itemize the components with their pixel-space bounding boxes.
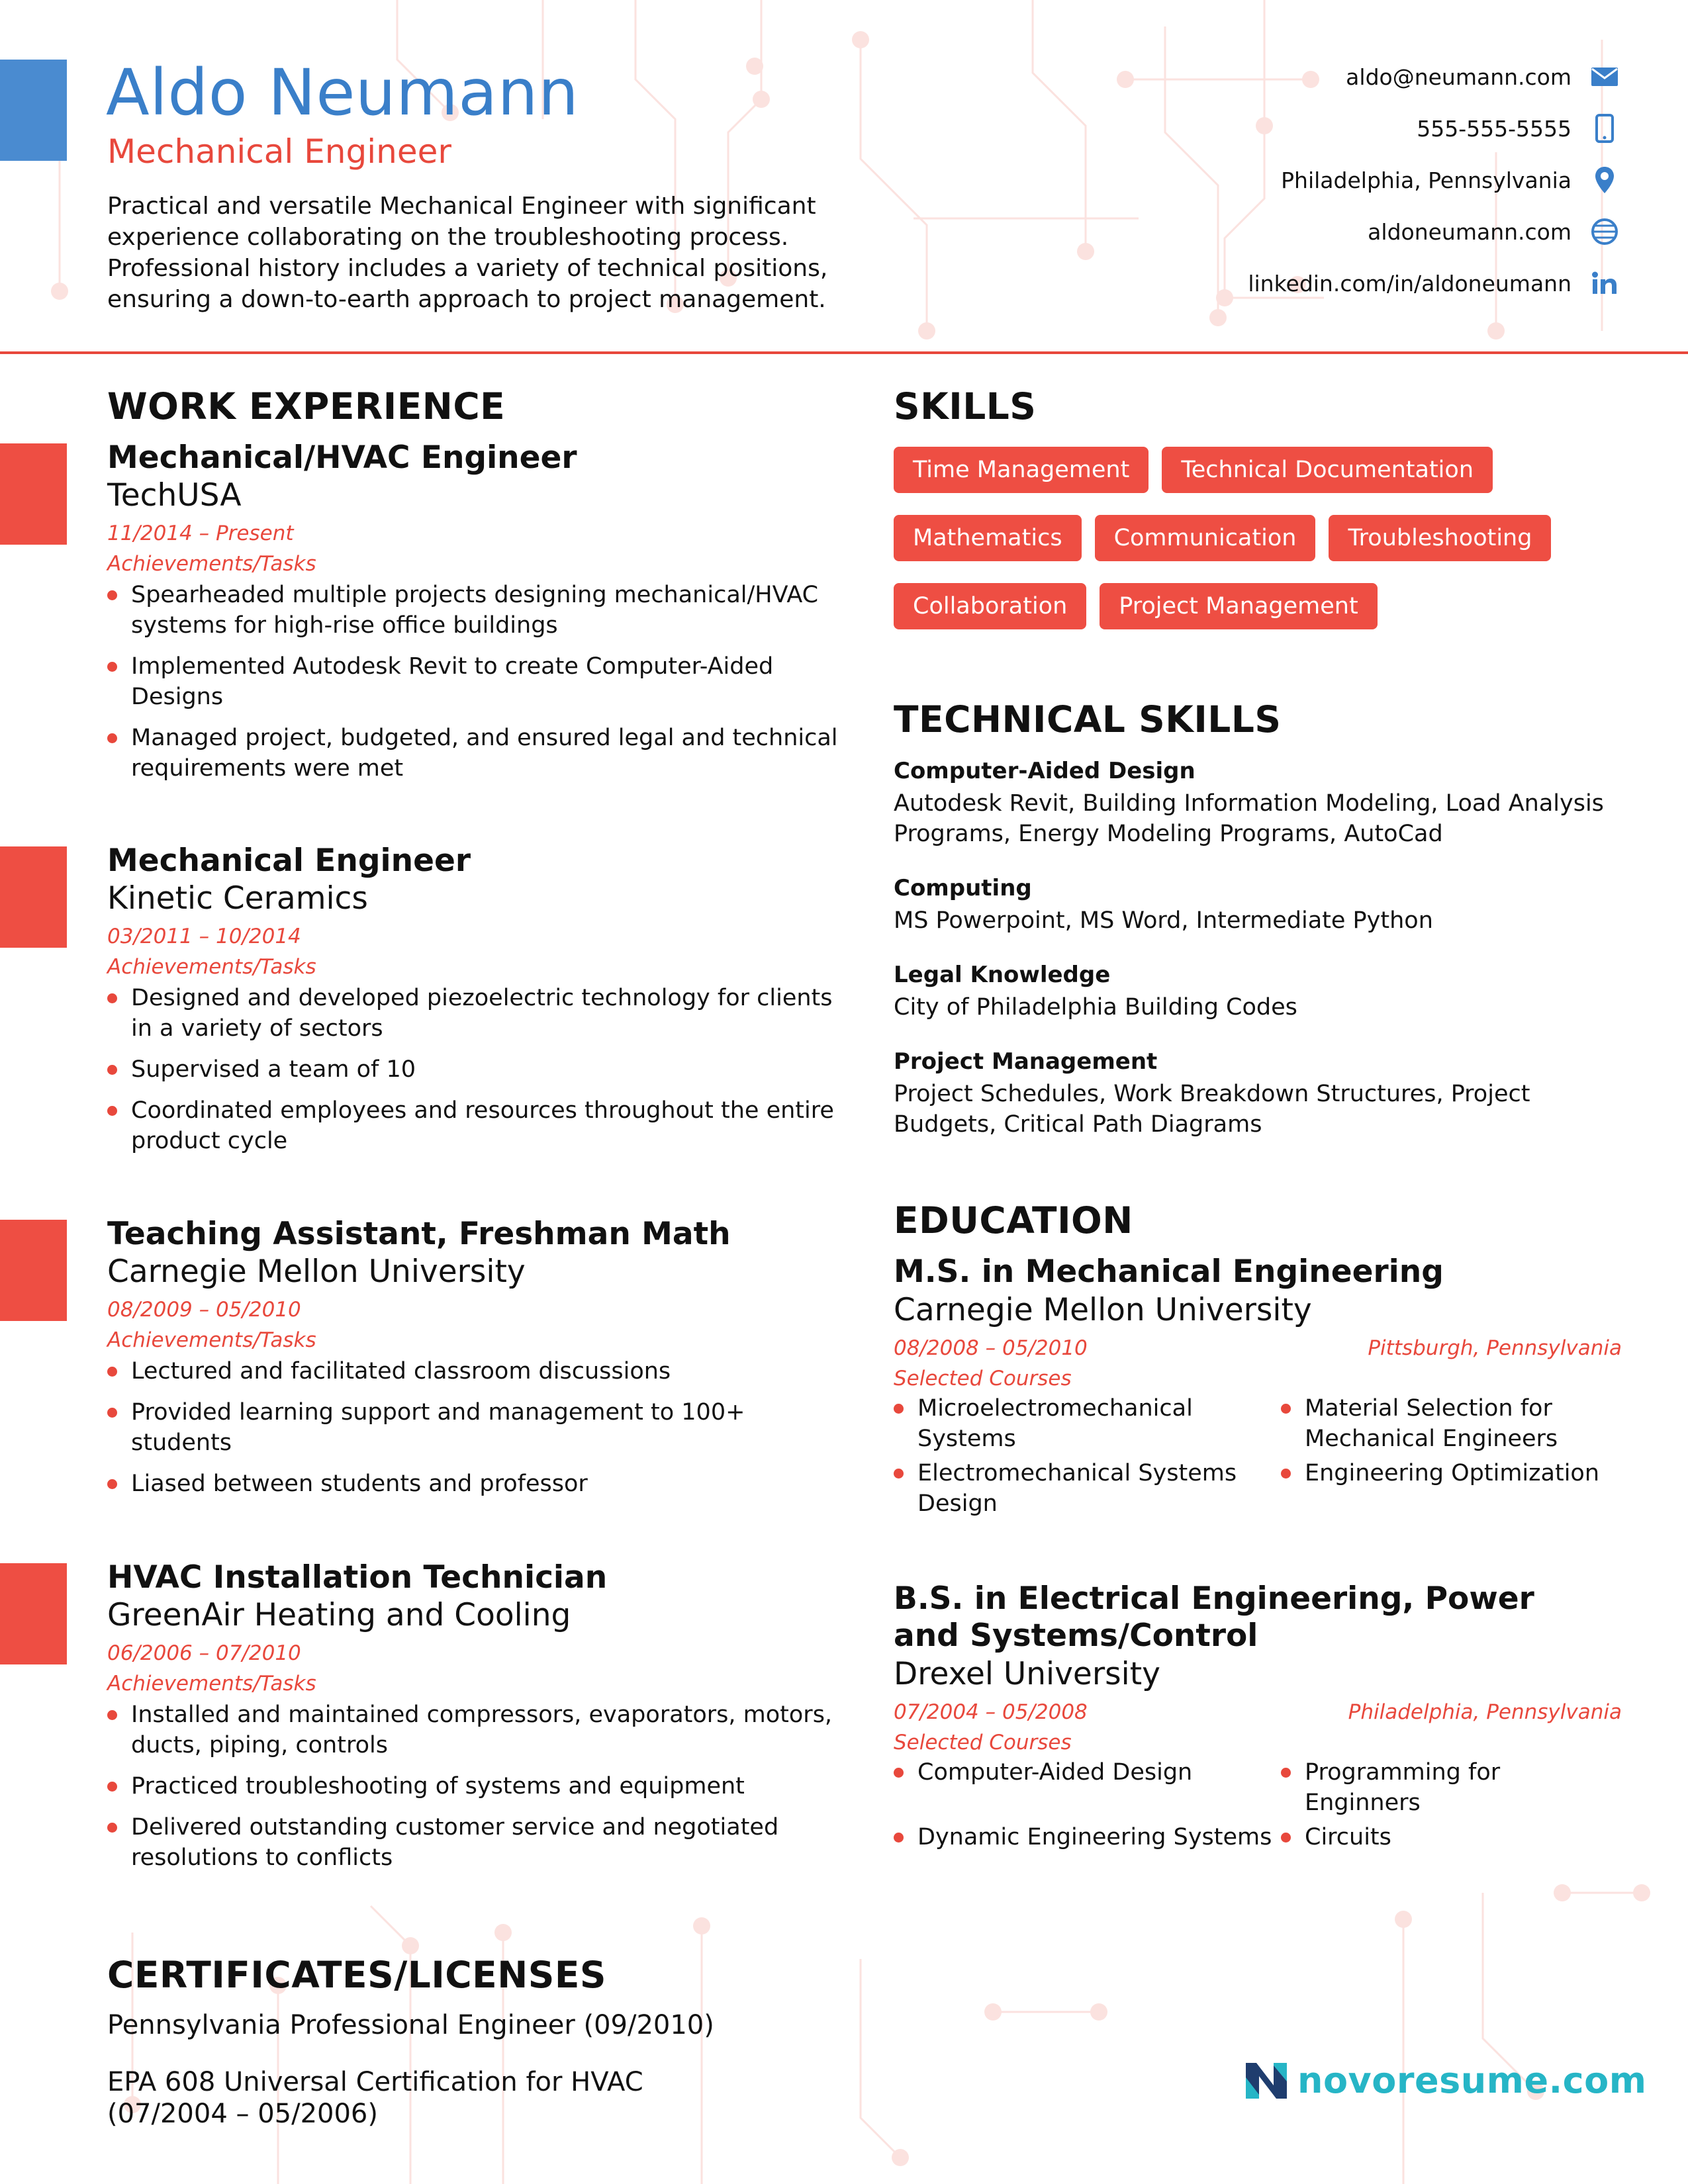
- job-tasks-label: Achievements/Tasks: [107, 1672, 316, 1696]
- education-entry-2: [894, 1580, 1622, 1856]
- tech-group: [894, 962, 1628, 1023]
- job-date: 06/2006 – 07/2010: [107, 1641, 301, 1665]
- list-item: Computer-Aided Design: [894, 1757, 1281, 1788]
- courses-grid: [894, 1393, 1622, 1523]
- list-item: Liased between students and professor: [107, 1469, 842, 1499]
- job-company: Carnegie Mellon University: [107, 1253, 526, 1290]
- skill-tag: Technical Documentation: [1162, 447, 1493, 493]
- job-bullets: [107, 1700, 842, 1873]
- courses-grid: [894, 1757, 1622, 1856]
- job-date: 03/2011 – 10/2014: [107, 925, 301, 948]
- contact-location: [1025, 164, 1620, 196]
- education-heading: EDUCATION: [894, 1199, 1133, 1242]
- list-item: Coordinated employees and resources throughout the entire product cycle: [107, 1095, 842, 1156]
- job-title: Mechanical/HVAC Engineer: [107, 439, 577, 476]
- header-accent-block: [0, 60, 67, 161]
- list-item: Circuits: [1281, 1822, 1622, 1852]
- tech-category: Legal Knowledge: [894, 962, 1111, 988]
- job-bullets: [107, 983, 842, 1156]
- header-divider: [0, 351, 1688, 354]
- job-bullets: [107, 580, 842, 784]
- skills-heading: SKILLS: [894, 385, 1037, 428]
- degree-title: M.S. in Mechanical Engineering: [894, 1253, 1444, 1290]
- list-item: Electromechanical Systems Design: [894, 1458, 1281, 1519]
- education-entry-1: [894, 1253, 1622, 1523]
- job-tasks-label: Achievements/Tasks: [107, 1328, 316, 1352]
- list-item: Managed project, budgeted, and ensured legal and technical requirements were met: [107, 723, 842, 784]
- tech-group: [894, 875, 1628, 936]
- linkedin-icon: [1589, 267, 1620, 299]
- tech-category: Project Management: [894, 1048, 1158, 1075]
- skill-tag: Communication: [1095, 515, 1316, 561]
- job-company: Kinetic Ceramics: [107, 880, 368, 917]
- certificate-item: EPA 608 Universal Certification for HVAC (07/2004 – 05/2006): [107, 2067, 643, 2129]
- skill-tag: Project Management: [1100, 583, 1377, 629]
- job-title: HVAC Installation Technician: [107, 1559, 608, 1596]
- contact-email[interactable]: [1025, 61, 1620, 93]
- technical-skills-heading: TECHNICAL SKILLS: [894, 698, 1282, 741]
- school-name: Carnegie Mellon University: [894, 1292, 1312, 1328]
- skill-tag: Mathematics: [894, 515, 1082, 561]
- contact-website-text: aldoneumann.com: [1368, 218, 1571, 245]
- candidate-role: Mechanical Engineer: [107, 132, 451, 171]
- job-date: 11/2014 – Present: [107, 522, 294, 545]
- job-bullets: [107, 1356, 842, 1499]
- education-meta: [894, 1336, 1622, 1360]
- tech-category: Computer-Aided Design: [894, 758, 1196, 784]
- novoresume-logo-icon: [1243, 2060, 1289, 2101]
- tech-values: Autodesk Revit, Building Information Modeling, Load Analysis Programs, Energy Modeling Programs, AutoCad: [894, 790, 1604, 847]
- education-location: Philadelphia, Pennsylvania: [1348, 1700, 1622, 1724]
- courses-label: Selected Courses: [894, 1731, 1072, 1754]
- work-experience-heading: WORK EXPERIENCE: [107, 385, 506, 428]
- skill-tag: Collaboration: [894, 583, 1086, 629]
- contact-linkedin[interactable]: [1025, 267, 1620, 299]
- list-item: Material Selection for Mechanical Engineers: [1281, 1393, 1622, 1454]
- job-marker-3: [0, 1220, 67, 1321]
- tech-values: City of Philadelphia Building Codes: [894, 994, 1297, 1021]
- brand-text: novoresume.com: [1297, 2060, 1647, 2101]
- education-location: Pittsburgh, Pennsylvania: [1368, 1336, 1622, 1360]
- list-item: Designed and developed piezoelectric technology for clients in a variety of sectors: [107, 983, 842, 1044]
- list-item: Implemented Autodesk Revit to create Computer-Aided Designs: [107, 651, 842, 712]
- globe-icon: [1589, 216, 1620, 248]
- education-meta: [894, 1700, 1622, 1724]
- job-tasks-label: Achievements/Tasks: [107, 955, 316, 979]
- phone-icon: [1589, 113, 1620, 144]
- job-marker-4: [0, 1563, 67, 1664]
- list-item: Programming for Enginners: [1281, 1757, 1622, 1818]
- tech-group: [894, 1048, 1628, 1140]
- job-entry-3: [107, 1216, 842, 1510]
- certificate-item: Pennsylvania Professional Engineer (09/2010): [107, 2010, 714, 2040]
- job-entry-4: [107, 1559, 842, 1884]
- list-item: Spearheaded multiple projects designing mechanical/HVAC systems for high-rise office buildings: [107, 580, 842, 641]
- job-tasks-label: Achievements/Tasks: [107, 552, 316, 576]
- contact-phone[interactable]: [1025, 113, 1620, 144]
- candidate-name: Aldo Neumann: [106, 56, 579, 130]
- skill-tag: Troubleshooting: [1329, 515, 1551, 561]
- skills-tag-list: [894, 447, 1628, 651]
- contact-email-text: aldo@neumann.com: [1346, 64, 1571, 90]
- tech-category: Computing: [894, 875, 1032, 901]
- job-entry-2: [107, 842, 842, 1167]
- location-pin-icon: [1589, 164, 1620, 196]
- list-item: Lectured and facilitated classroom discussions: [107, 1356, 842, 1387]
- list-item: Dynamic Engineering Systems: [894, 1822, 1281, 1852]
- job-marker-2: [0, 846, 67, 948]
- list-item: Delivered outstanding customer service and negotiated resolutions to conflicts: [107, 1812, 842, 1873]
- list-item: Engineering Optimization: [1281, 1458, 1622, 1488]
- profile-summary: Practical and versatile Mechanical Engineer with significant experience collaborating on the troubleshooting process. Professional history includes a variety of technical positions, ensuring a down-to-earth approach to project management.: [107, 193, 828, 313]
- job-date: 08/2009 – 05/2010: [107, 1298, 301, 1322]
- list-item: Supervised a team of 10: [107, 1054, 842, 1085]
- job-title: Mechanical Engineer: [107, 842, 471, 879]
- tech-values: MS Powerpoint, MS Word, Intermediate Python: [894, 907, 1433, 934]
- contact-website[interactable]: [1025, 216, 1620, 248]
- list-item: Installed and maintained compressors, evaporators, motors, ducts, piping, controls: [107, 1700, 842, 1760]
- list-item: Provided learning support and management to 100+ students: [107, 1397, 842, 1458]
- tech-values: Project Schedules, Work Breakdown Structures, Project Budgets, Critical Path Diagrams: [894, 1081, 1530, 1138]
- contact-linkedin-text: linkedin.com/in/aldoneumann: [1248, 270, 1571, 296]
- tech-group: [894, 758, 1628, 849]
- skill-tag: Time Management: [894, 447, 1149, 493]
- school-name: Drexel University: [894, 1656, 1160, 1692]
- mail-icon: [1589, 61, 1620, 93]
- job-company: GreenAir Heating and Cooling: [107, 1597, 571, 1633]
- list-item: Microelectromechanical Systems: [894, 1393, 1281, 1454]
- education-date: 08/2008 – 05/2010: [894, 1336, 1088, 1360]
- courses-label: Selected Courses: [894, 1367, 1072, 1390]
- job-entry-1: [107, 439, 842, 794]
- job-title: Teaching Assistant, Freshman Math: [107, 1216, 731, 1252]
- certificates-heading: CERTIFICATES/LICENSES: [107, 1954, 607, 1996]
- degree-title: B.S. in Electrical Engineering, Power and Systems/Control: [894, 1580, 1534, 1654]
- contact-location-text: Philadelphia, Pennsylvania: [1281, 167, 1571, 193]
- education-date: 07/2004 – 05/2008: [894, 1700, 1088, 1724]
- job-company: TechUSA: [107, 477, 242, 514]
- job-marker-1: [0, 443, 67, 545]
- list-item: Practiced troubleshooting of systems and equipment: [107, 1771, 842, 1801]
- brand-logo[interactable]: [1243, 2060, 1646, 2101]
- contact-phone-text: 555-555-5555: [1417, 115, 1571, 142]
